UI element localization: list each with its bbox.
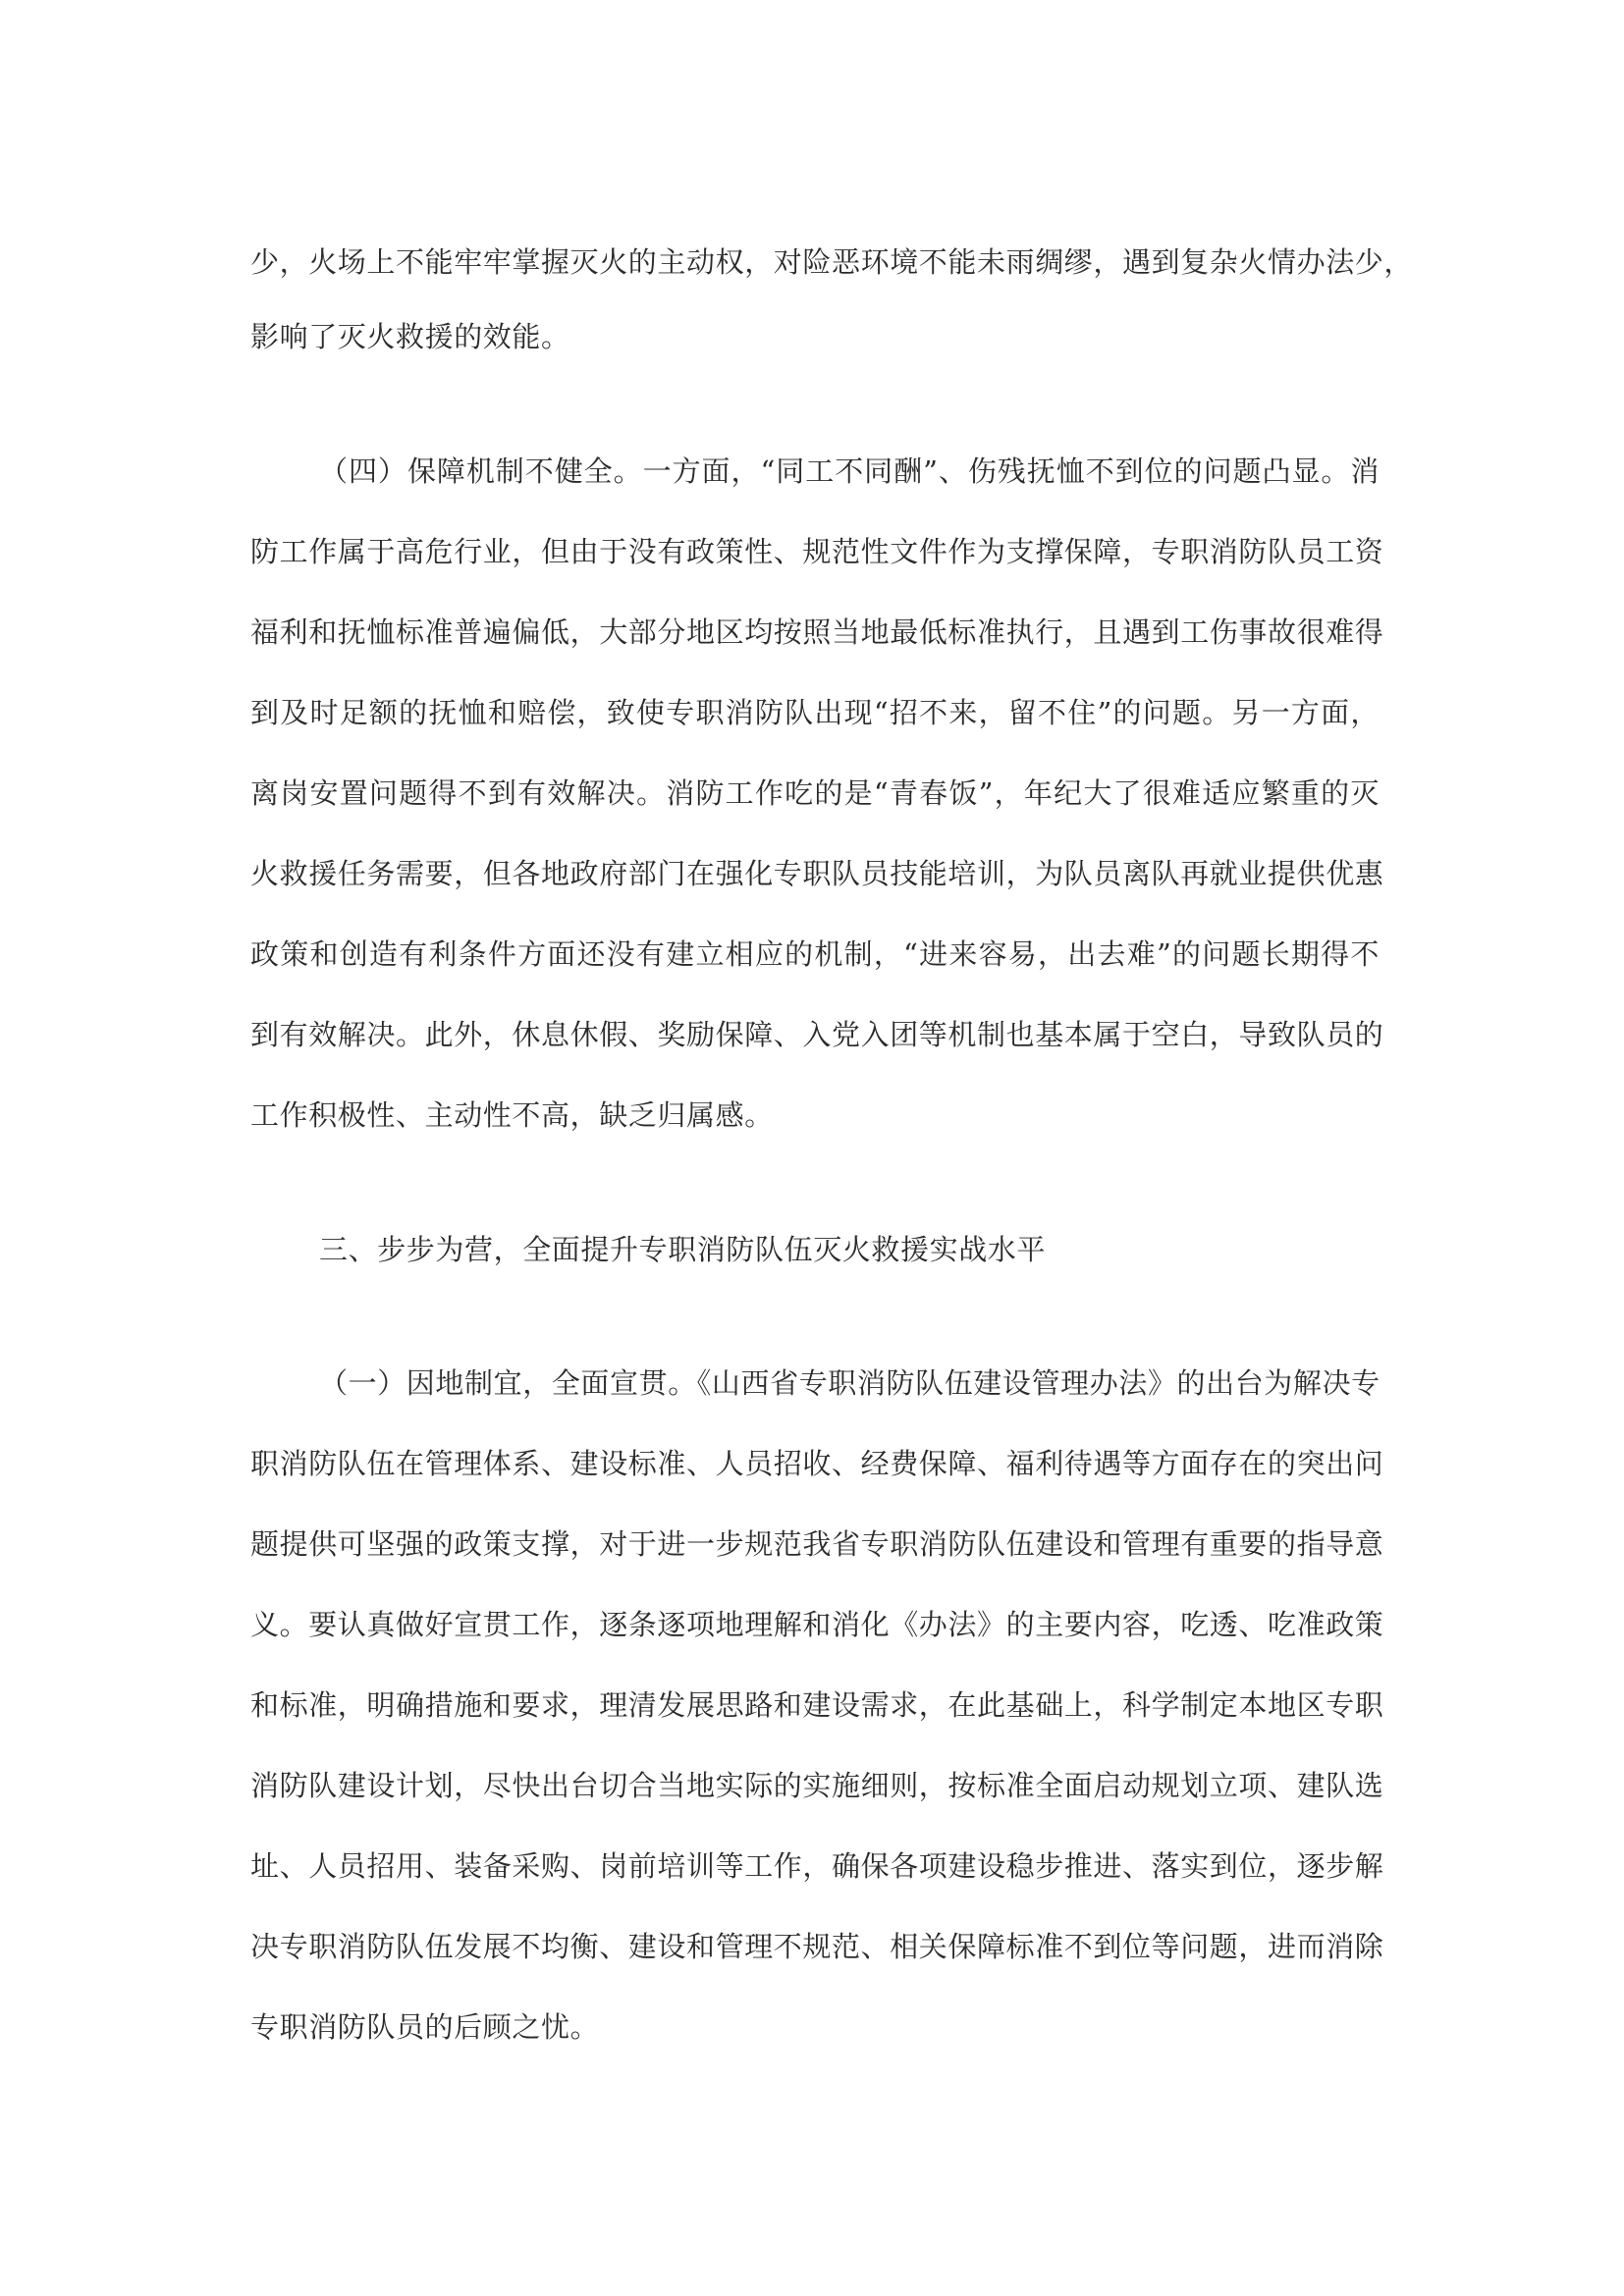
paragraph-line: 和标准，明确措施和要求，理清发展思路和建设需求，在此基础上，科学制定本地区专职 <box>250 1688 1384 1722</box>
paragraph-line: 影响了灭火救援的效能。 <box>250 320 570 353</box>
paragraph-line: 福利和抚恤标准普遍偏低，大部分地区均按照当地最低标准执行，且遇到工伤事故很难得 <box>250 615 1384 649</box>
paragraph-line: 到有效解决。此外，休息休假、奖励保障、入党入团等机制也基本属于空白，导致队员的 <box>250 1018 1384 1051</box>
paragraph-line: 专职消防队员的后顾之忧。 <box>250 2010 600 2044</box>
paragraph-line: 题提供可坚强的政策支撑，对于进一步规范我省专职消防队伍建设和管理有重要的指导意 <box>250 1527 1384 1561</box>
paragraph-line: 少，火场上不能牢牢掌握灭火的主动权，对险恶环境不能未雨绸缪，遇到复杂火情办法少， <box>250 245 1414 279</box>
paragraph-line: 政策和创造有利条件方面还没有建立相应的机制，“进来容易，出去难”的问题长期得不 <box>250 937 1380 971</box>
paragraph-line: 防工作属于高危行业，但由于没有政策性、规范性文件作为支撑保障，专职消防队员工资 <box>250 535 1384 568</box>
paragraph-line: 义。要认真做好宣贯工作，逐条逐项地理解和消化《办法》的主要内容，吃透、吃准政策 <box>250 1608 1384 1641</box>
paragraph-line: 址、人员招用、装备采购、岗前培训等工作，确保各项建设稳步推进、落实到位，逐步解 <box>250 1849 1384 1883</box>
paragraph-line: （一）因地制宜，全面宣贯。《山西省专职消防队伍建设管理办法》的出台为解决专 <box>319 1366 1380 1400</box>
paragraph-line: 职消防队伍在管理体系、建设标准、人员招收、经费保障、福利待遇等方面存在的突出问 <box>250 1447 1384 1480</box>
paragraph-line: 消防队建设计划，尽快出台切合当地实际的实施细则，按标准全面启动规划立项、建队选 <box>250 1769 1384 1802</box>
paragraph-line: 决专职消防队伍发展不均衡、建设和管理不规范、相关保障标准不到位等问题，进而消除 <box>250 1930 1384 1963</box>
section-heading: 三、步步为营，全面提升专职消防队伍灭火救援实战水平 <box>319 1233 1047 1266</box>
paragraph-line: 到及时足额的抚恤和赔偿，致使专职消防队出现“招不来，留不住”的问题。另一方面， <box>250 696 1380 729</box>
paragraph-line: （四）保障机制不健全。一方面，“同工不同酬”、伤残抚恤不到位的问题凸显。消 <box>319 454 1380 488</box>
paragraph-line: 离岗安置问题得不到有效解决。消防工作吃的是“青春饭”，年纪大了很难适应繁重的灭 <box>250 776 1380 810</box>
paragraph-line: 工作积极性、主动性不高，缺乏归属感。 <box>250 1098 774 1132</box>
paragraph-line: 火救援任务需要，但各地政府部门在强化专职队员技能培训，为队员离队再就业提供优惠 <box>250 857 1384 890</box>
